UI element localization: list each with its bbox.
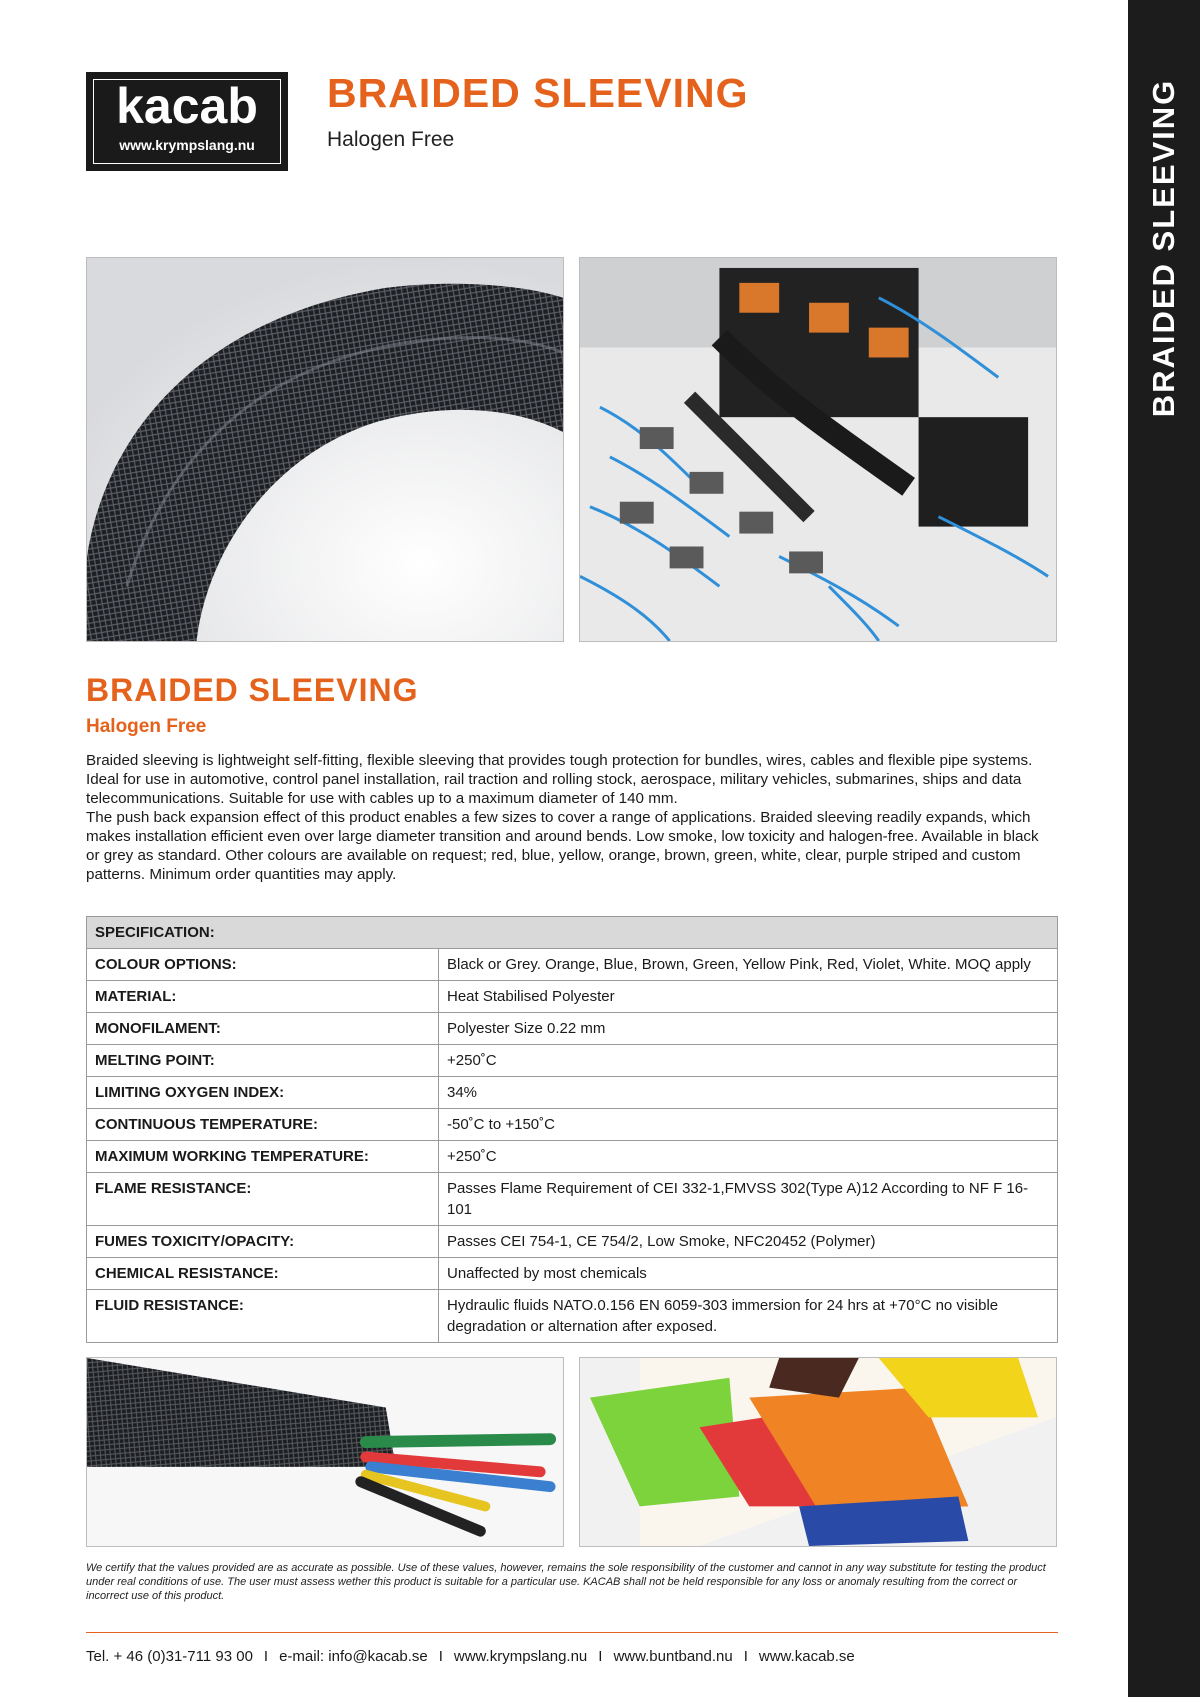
footer-link-buntband[interactable]: www.buntband.nu <box>613 1648 733 1665</box>
kacab-logo[interactable] <box>86 72 288 171</box>
photo-braided-sleeve-bend <box>86 257 564 642</box>
side-banner-title: BRAIDED SLEEVING <box>1146 78 1181 418</box>
table-row <box>87 1109 1058 1141</box>
table-row <box>87 1013 1058 1045</box>
spec-value: Heat Stabilised Polyester <box>439 981 1058 1013</box>
table-row <box>87 1290 1058 1343</box>
spec-label: FLAME RESISTANCE: <box>87 1173 439 1226</box>
table-row <box>87 1258 1058 1290</box>
footer-divider <box>86 1632 1058 1633</box>
table-row <box>87 949 1058 981</box>
spec-value: Passes Flame Requirement of CEI 332-1,FMVSS 302(Type A)12 According to NF F 16-101 <box>439 1173 1058 1226</box>
table-row <box>87 1045 1058 1077</box>
disclaimer-text: We certify that the values provided are as accurate as possible. Use of these values, however, remains the sole responsibility of the customer and cannot in any way substitute for testing the product under real conditions of use. The user must assess wether this product is suitable for a particular use. KACAB shall not be held responsible for any loss or anomaly resulting from the correct or incorrect use of this product. <box>86 1562 1046 1602</box>
spec-value: Unaffected by most chemicals <box>439 1258 1058 1290</box>
spec-label: MONOFILAMENT: <box>87 1013 439 1045</box>
footer-separator: I <box>438 1648 443 1665</box>
footer-separator: I <box>263 1648 269 1665</box>
footer-email-link[interactable]: e-mail: info@kacab.se <box>279 1648 428 1665</box>
logo-wordmark: kacab <box>116 78 258 134</box>
footer-separator: I <box>743 1648 748 1665</box>
footer-link-kacab[interactable]: www.kacab.se <box>758 1648 855 1665</box>
spec-label: CHEMICAL RESISTANCE: <box>87 1258 439 1290</box>
photo-coloured-sleeves <box>579 1357 1057 1547</box>
spec-label: FUMES TOXICITY/OPACITY: <box>87 1226 439 1258</box>
table-row <box>87 1173 1058 1226</box>
footer-separator: I <box>598 1648 603 1665</box>
spec-value: 34% <box>439 1077 1058 1109</box>
spec-label: MAXIMUM WORKING TEMPERATURE: <box>87 1141 439 1173</box>
spec-value: -50˚C to +150˚C <box>439 1109 1058 1141</box>
table-header: SPECIFICATION: <box>87 917 1058 949</box>
spec-label: COLOUR OPTIONS: <box>87 949 439 981</box>
logo-url: www.krympslang.nu <box>119 137 255 153</box>
spec-value: Polyester Size 0.22 mm <box>439 1013 1058 1045</box>
section-title: BRAIDED SLEEVING <box>86 672 419 708</box>
footer-link-krympslang[interactable]: www.krympslang.nu <box>453 1648 588 1665</box>
table-row <box>87 1226 1058 1258</box>
photo-sleeve-over-cables <box>86 1357 564 1547</box>
spec-value: Passes CEI 754-1, CE 754/2, Low Smoke, NFC20452 (Polymer) <box>439 1226 1058 1258</box>
spec-label: MATERIAL: <box>87 981 439 1013</box>
spec-value: Black or Grey. Orange, Blue, Brown, Green, Yellow Pink, Red, Violet, White. MOQ apply <box>439 949 1058 981</box>
table-header-row <box>87 917 1058 949</box>
section-subtitle: Halogen Free <box>86 716 207 737</box>
spec-value: +250˚C <box>439 1141 1058 1173</box>
description-paragraph: Braided sleeving is lightweight self-fitting, flexible sleeving that provides tough protection for bundles, wires, cables and flexible pipe systems. Ideal for use in automotive, control panel installation, rail traction and rolling stock, aerospace, military vehicles, submarines, ships and data telecommunications. Suitable for use with cables up to a maximum diameter of 140 mm. <box>86 752 1033 807</box>
product-description <box>86 751 1056 884</box>
spec-label: FLUID RESISTANCE: <box>87 1290 439 1343</box>
spec-label: MELTING POINT: <box>87 1045 439 1077</box>
page-subtitle: Halogen Free <box>327 128 455 151</box>
spec-value: +250˚C <box>439 1045 1058 1077</box>
page-title: BRAIDED SLEEVING <box>327 70 749 116</box>
footer-contact <box>86 1648 855 1665</box>
table-row <box>87 981 1058 1013</box>
spec-label: CONTINUOUS TEMPERATURE: <box>87 1109 439 1141</box>
table-row <box>87 1077 1058 1109</box>
spec-label: LIMITING OXYGEN INDEX: <box>87 1077 439 1109</box>
specification-table <box>86 916 1058 1343</box>
footer-phone: Tel. + 46 (0)31-711 93 00 <box>86 1648 253 1665</box>
table-row <box>87 1141 1058 1173</box>
spec-value: Hydraulic fluids NATO.0.156 EN 6059-303 immersion for 24 hrs at +70°C no visible degradation or alternation after exposed. <box>439 1290 1058 1343</box>
description-paragraph: The push back expansion effect of this product enables a few sizes to cover a range of applications. Braided sleeving readily expands, which makes installation efficient even over large diameter transition and around bends. Low smoke, low toxicity and halogen-free. Available in black or grey as standard. Other colours are available on request; red, blue, yellow, orange, brown, green, white, clear, purple striped and custom patterns. Minimum order quantities may apply. <box>86 809 1039 883</box>
photo-control-panel <box>579 257 1057 642</box>
